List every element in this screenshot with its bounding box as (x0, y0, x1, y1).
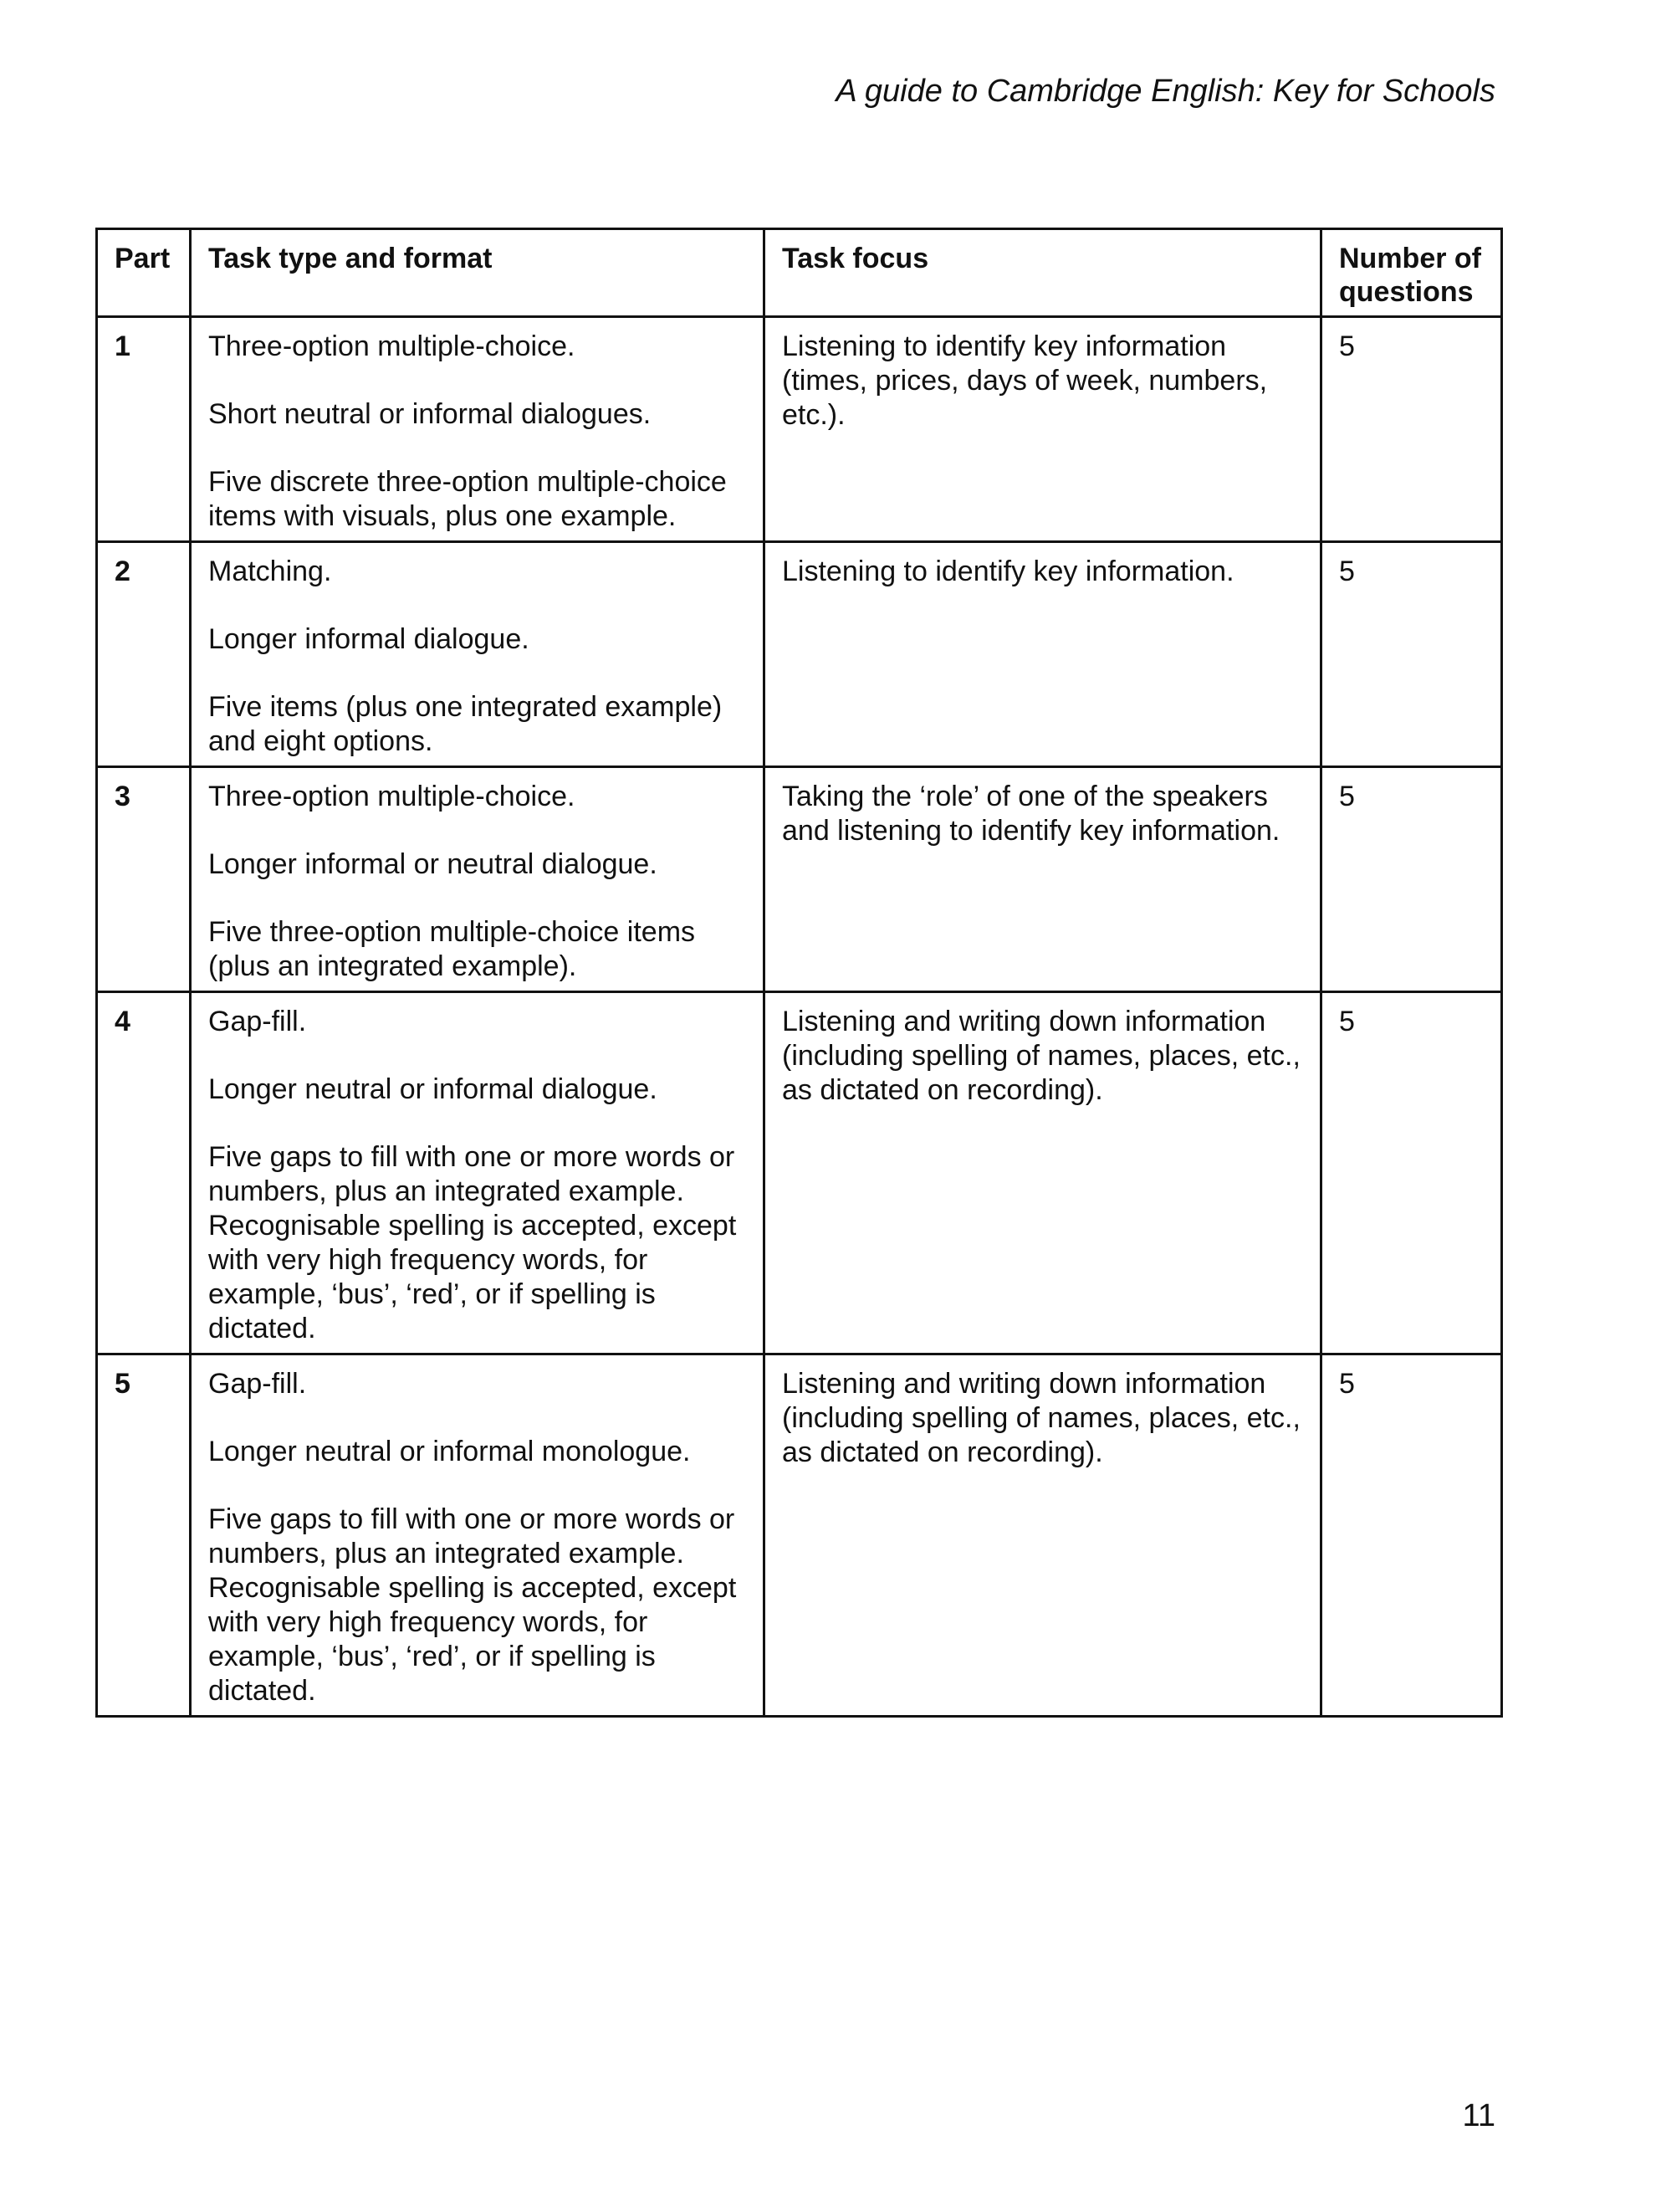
page-number: 11 (1462, 2098, 1495, 2133)
running-header-title: A guide to Cambridge English: Key for Schools (836, 74, 1495, 109)
table-row (97, 542, 1502, 767)
task-format-cell (191, 992, 764, 1354)
task-format-cell (191, 1354, 764, 1717)
task-format-paragraph: Five gaps to fill with one or more words or numbers, plus an integrated example. Recognisable spelling is accepted, except with very high frequency words, for example, ‘bus’, ‘red’, or if spelling is dictated. (208, 1141, 737, 1344)
task-format-paragraph: Three-option multiple-choice. (208, 781, 575, 812)
part-number-cell: 3 (97, 767, 191, 992)
task-format-paragraph: Five gaps to fill with one or more words or numbers, plus an integrated example. Recognisable spelling is accepted, except with very high frequency words, for example, ‘bus’, ‘red’, or if spelling is dictated. (208, 1503, 737, 1707)
table-body (97, 317, 1502, 1717)
task-format-paragraph: Five discrete three-option multiple-choice items with visuals, plus one example. (208, 466, 727, 532)
task-format-paragraph: Longer informal dialogue. (208, 623, 529, 655)
task-format-paragraph: Five items (plus one integrated example) and eight options. (208, 691, 723, 757)
task-format-paragraph: Longer neutral or informal dialogue. (208, 1073, 657, 1105)
part-number-cell: 5 (97, 1354, 191, 1717)
task-format-cell (191, 767, 764, 992)
task-format-paragraph: Five three-option multiple-choice items (plus an integrated example). (208, 916, 696, 982)
table-row (97, 767, 1502, 992)
table-row (97, 317, 1502, 542)
task-focus-cell: Listening to identify key information (times, prices, days of week, numbers, etc.). (764, 317, 1321, 542)
task-format-paragraph: Three-option multiple-choice. (208, 330, 575, 362)
question-count-cell: 5 (1321, 1354, 1502, 1717)
question-count-cell: 5 (1321, 992, 1502, 1354)
task-format-paragraph: Matching. (208, 556, 332, 587)
task-format-paragraph: Longer informal or neutral dialogue. (208, 848, 657, 880)
task-focus-cell: Listening to identify key information. (764, 542, 1321, 767)
question-count-cell: 5 (1321, 317, 1502, 542)
task-format-cell (191, 317, 764, 542)
task-format-paragraph: Short neutral or informal dialogues. (208, 398, 652, 430)
column-header-task-focus: Task focus (764, 229, 1321, 317)
table-row (97, 1354, 1502, 1717)
task-format-paragraph: Gap-fill. (208, 1006, 307, 1037)
column-header-part: Part (97, 229, 191, 317)
listening-task-table (95, 228, 1503, 1718)
part-number-cell: 1 (97, 317, 191, 542)
task-focus-cell: Listening and writing down information (including spelling of names, places, etc., as dictated on recording). (764, 992, 1321, 1354)
table-header (97, 229, 1502, 317)
question-count-cell: 5 (1321, 542, 1502, 767)
task-format-paragraph: Longer neutral or informal monologue. (208, 1436, 691, 1467)
column-header-number-of-questions: Number of questions (1321, 229, 1502, 317)
task-format-paragraph: Gap-fill. (208, 1368, 307, 1400)
part-number-cell: 2 (97, 542, 191, 767)
table-row (97, 992, 1502, 1354)
task-format-cell (191, 542, 764, 767)
task-focus-cell: Taking the ‘role’ of one of the speakers and listening to identify key information. (764, 767, 1321, 992)
column-header-task-format: Task type and format (191, 229, 764, 317)
part-number-cell: 4 (97, 992, 191, 1354)
task-focus-cell: Listening and writing down information (including spelling of names, places, etc., as dictated on recording). (764, 1354, 1321, 1717)
table-header-row (97, 229, 1502, 317)
question-count-cell: 5 (1321, 767, 1502, 992)
